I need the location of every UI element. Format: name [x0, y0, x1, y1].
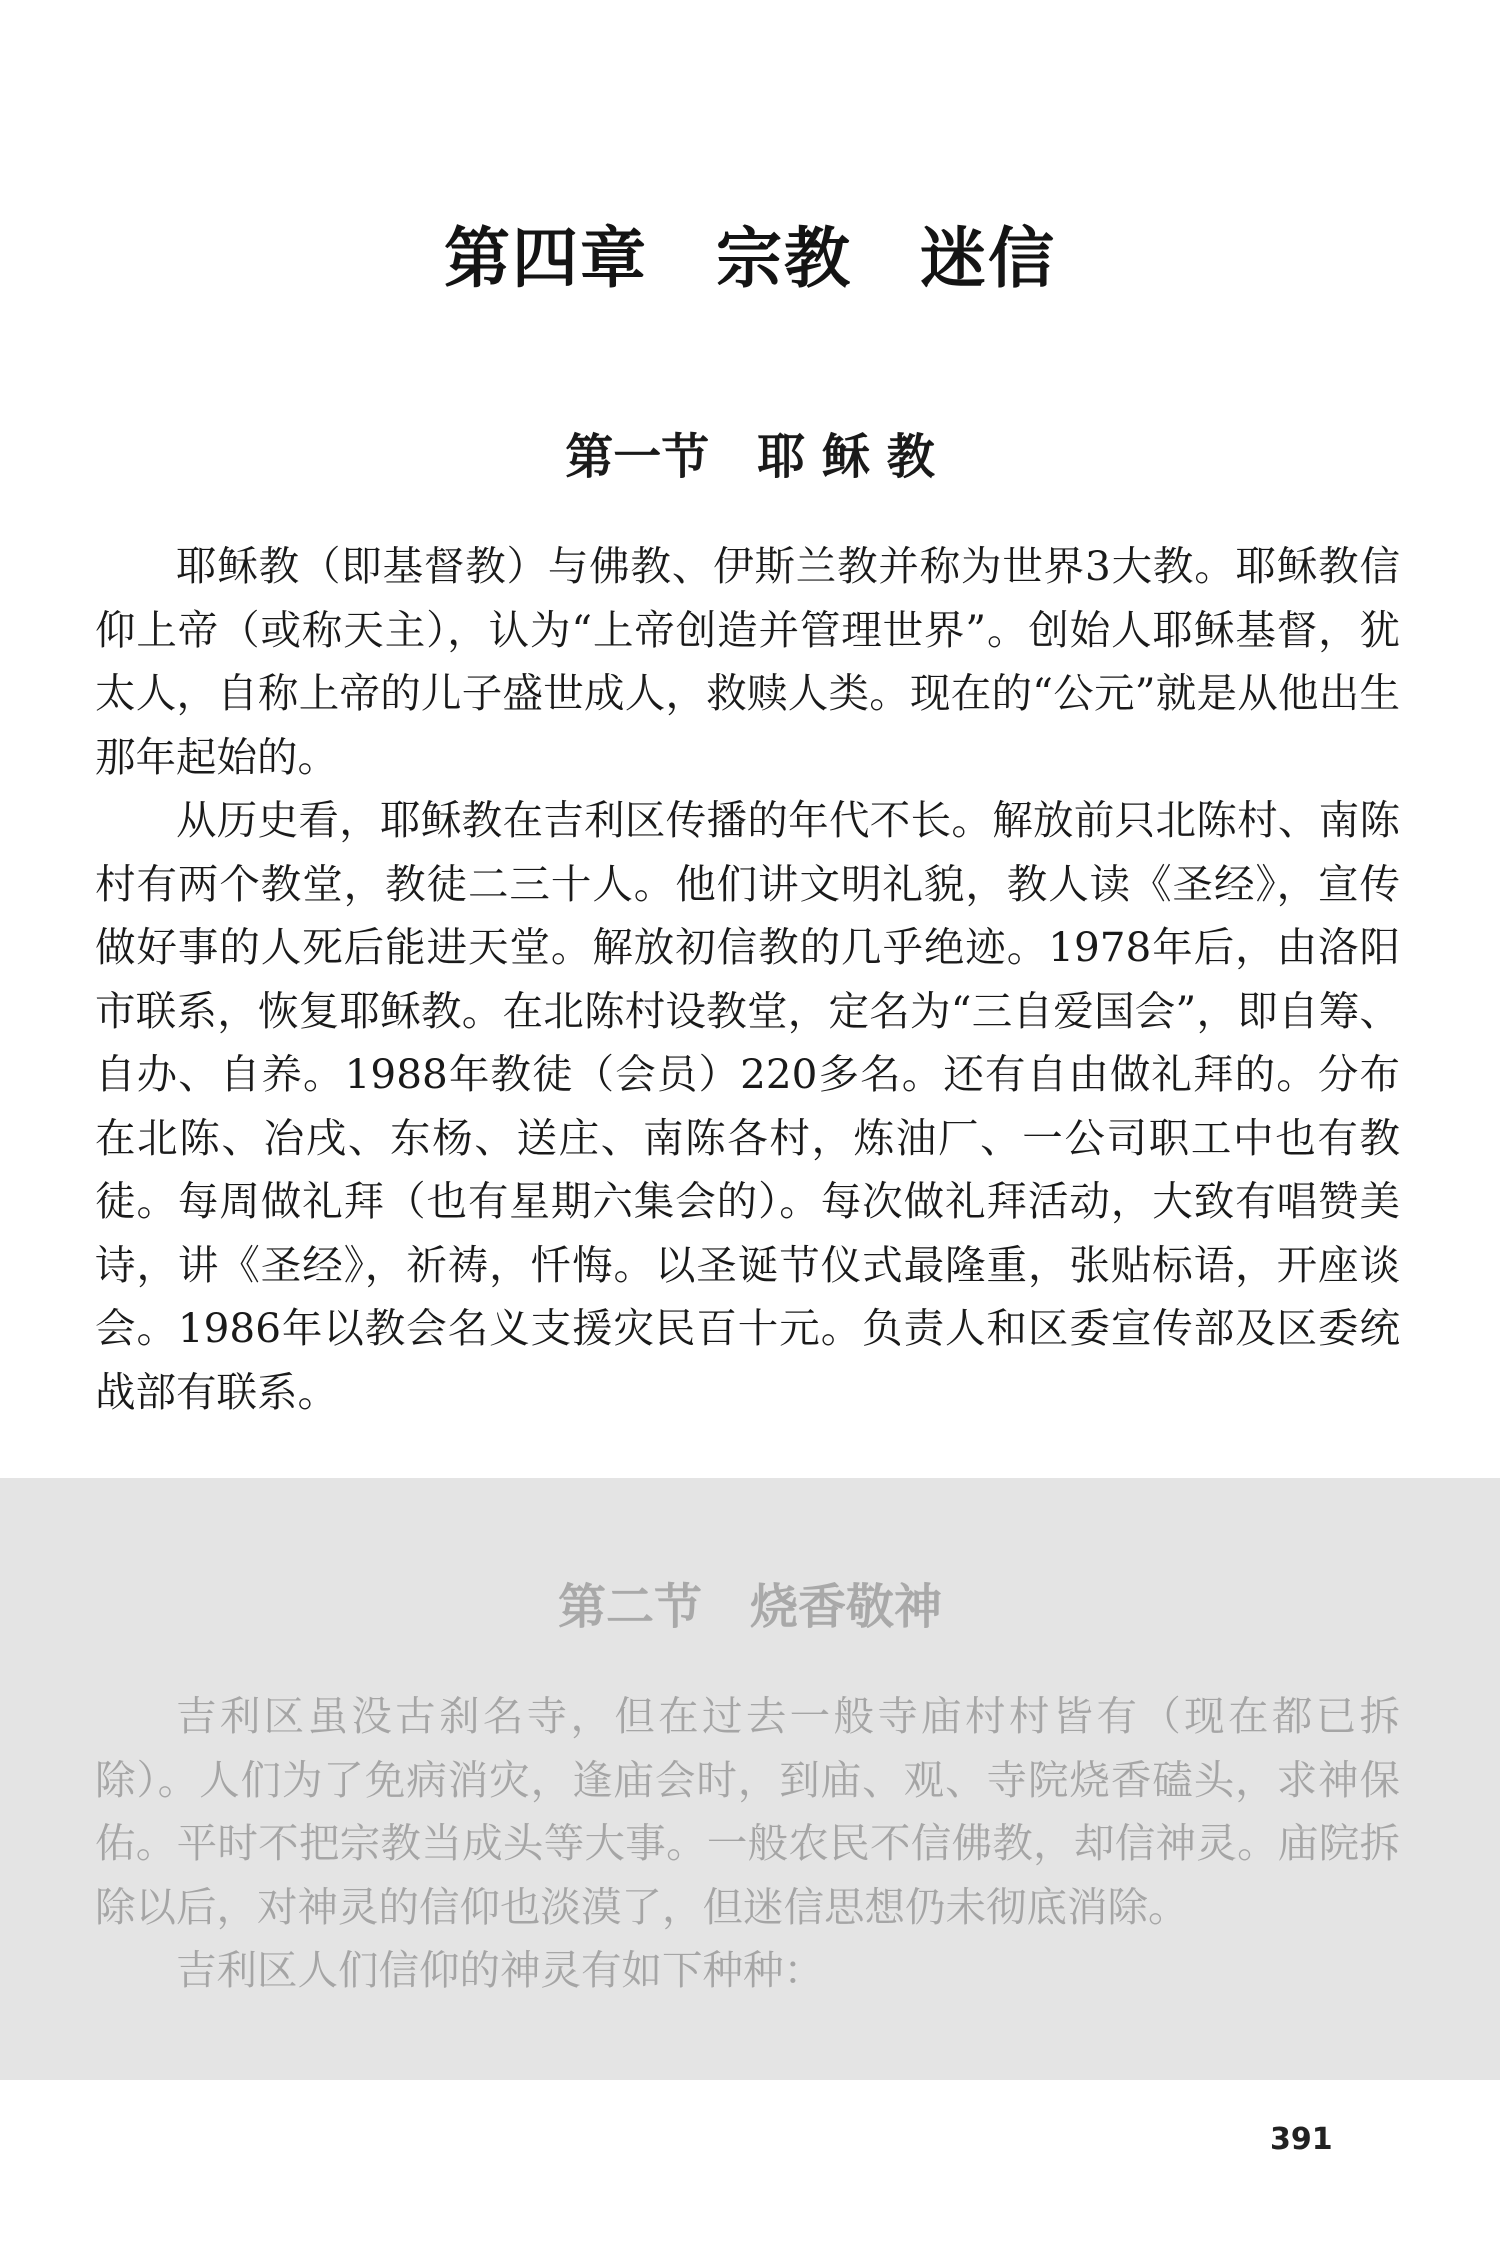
page-number: 391	[1270, 2122, 1333, 2157]
section-2-paragraph: 吉利区虽没古刹名寺，但在过去一般寺庙村村皆有（现在都已拆除）。人们为了免病消灾，逢庙会时，到庙、观、寺院烧香磕头，求神保佑。平时不把宗教当成头等大事。一般农民不信佛教，却信神灵。庙院拆除以后，对神灵的信仰也淡漠了，但迷信思想仍未彻底消除。	[95, 1692, 1400, 1931]
section-1-paragraph: 从历史看，耶稣教在吉利区传播的年代不长。解放前只北陈村、南陈村有两个教堂，教徒二三十人。他们讲文明礼貌，教人读《圣经》，宣传做好事的人死后能进天堂。解放初信教的几乎绝迹。1978年后，由洛阳市联系，恢复耶稣教。在北陈村设教堂，定名为“三自爱国会”，即自筹、自办、自养。1988年教徒（会员）220多名。还有自由做礼拜的。分布在北陈、冶戌、东杨、送庄、南陈各村，炼油厂、一公司职工中也有教徒。每周做礼拜（也有星期六集会的）。每次做礼拜活动，大致有唱赞美诗，讲《圣经》，祈祷，忏悔。以圣诞节仪式最隆重，张贴标语，开座谈会。1986年以教会名义支援灾民百十元。负责人和区委宣传部及区委统战部有联系。	[95, 796, 1400, 1416]
section-2-body	[95, 1685, 1400, 2003]
section-2-title: 第二节 烧香敬神	[557, 1579, 942, 1635]
section-1-paragraph: 耶稣教（即基督教）与佛教、伊斯兰教并称为世界3大教。耶稣教信仰上帝（或称天主），认为“上帝创造并管理世界”。创始人耶稣基督，犹太人，自称上帝的儿子盛世成人，救赎人类。现在的“公元”就是从他出生那年起始的。	[95, 542, 1400, 781]
section-2-paragraph: 吉利区人们信仰的神灵有如下种种：	[176, 1946, 824, 1994]
chapter-title: 第四章 宗教 迷信	[444, 220, 1056, 297]
section-1-title: 第一节 耶 稣 教	[565, 429, 935, 485]
section-1-body	[95, 535, 1400, 1424]
